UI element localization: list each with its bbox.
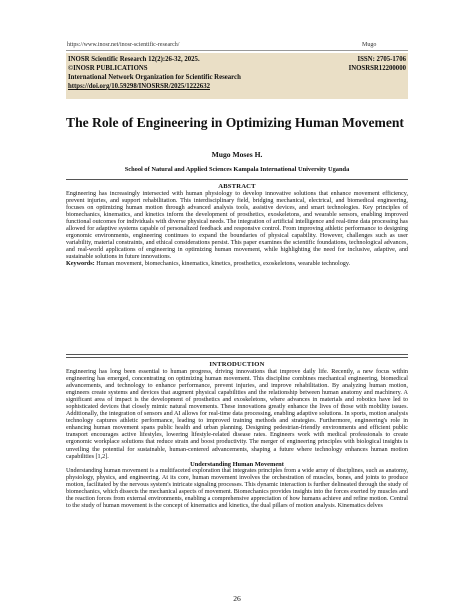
subsection-text: Understanding human movement is a multifaceted exploration that integrates principles from a wide array of disciplines, such as anatomy, physiology, physics, and engineering. At its core, human movement involves the orchestration of muscles, bones, and joints to produce motion, facilitated by the nervous system's intricate signaling processes. This dynamic interaction is further delineated through the study of biomechanics, which dissects the mechanical aspects of movement. Biomechanics provides insights into the forces exerted by muscles and the reaction forces from external environments, enabling a comprehensive appreciation of how humans achieve and refine motion. Central to the study of human movement is the concept of kinematics and kinetics, the dual pillars of motion analysis. Kinematics delves [66, 468, 408, 510]
publisher: ©INOSR PUBLICATIONS [68, 65, 148, 72]
doi-link[interactable]: https://doi.org/10.59298/INOSRSR/2025/1222632 [68, 83, 210, 90]
issn: ISSN: 2705-1706 [357, 56, 406, 63]
introduction-heading: INTRODUCTION [209, 361, 265, 368]
page-number: 26 [233, 594, 241, 603]
author-name: Mugo Moses H. [211, 150, 263, 159]
header-url[interactable]: https://www.inosr.net/inosr-scientific-research/ [67, 42, 180, 48]
abstract-text: Engineering has increasingly intersected with human physiology to develop innovative solutions that enhance movement efficiency, prevent injuries, and support rehabilitation. This interdisciplinary field, bridging mechanical, electrical, and biomedical engineering, focuses on optimizing human motion through advanced analysis tools, assistive devices, and smart technologies. Key principles of biomechanics, kinematics, and kinetics inform the development of prosthetics, exoskeletons, and wearable sensors, enabling improved functional outcomes for individuals with diverse physical needs. The integration of artificial intelligence and real-time data processing has allowed for adaptive systems capable of personalized feedback and responsive control. From improving athletic performance to designing ergonomic environments, engineering continues to expand the boundaries of physical capability. However, challenges such as user variability, material constraints, and ethical considerations persist. This paper examines the scientific foundations, technological advances, and real-world applications of engineering in optimizing human movement, while highlighting the need for inclusive, adaptive, and sustainable solutions in future innovations. [66, 191, 408, 261]
affiliation: School of Natural and Applied Sciences Kampala International University Uganda [124, 166, 350, 173]
subsection-heading: Understanding Human Movement [190, 460, 284, 468]
article-code: INOSRSR12200000 [348, 65, 406, 72]
journal-citation: INOSR Scientific Research 12(2):26-32, 2025. [68, 56, 200, 63]
paper-title: The Role of Engineering in Optimizing Human Movement [66, 115, 404, 130]
introduction-text: Engineering has long been essential to human progress, driving innovations that improve daily life. Recently, a new focus within engineering has emerged, concentrating on optimizing human movement. This discipline combines mechanical engineering, biomedical advancements, and technology to enhance performance, prevent injuries, and improve rehabilitation. By analyzing human motion, engineers create systems and devices that augment physical capabilities and the relationship between human anatomy and machinery. A significant area of impact is the development of prosthetics and exoskeletons, where advances in materials and robotics have led to sophisticated devices that closely mimic natural movements. These innovations greatly enhance the lives of those with mobility issues. Additionally, the integration of sensors and AI allows for real-time data processing, enabling adaptive solutions. In sports, motion analysis technology captures athletic performance, leading to improved training methods and strategies. Furthermore, engineering's role in enhancing human movement spans public health and urban planning. Designing pedestrian-friendly environments and efficient public transport encourages active lifestyles, lowering lifestyle-related disease rates. Engineers work with medical professionals to create ergonomic workplace solutions that reduce strain and boost productivity. The merger of engineering principles with biological insights is unveiling the potential for sustainable, human-centered advancements, shaping a future where technology enhances human motion capabilities [1,2]. [66, 369, 408, 460]
keywords-list: Human movement, biomechanics, kinematics, kinetics, prosthetics, exoskeletons, wearable technology. [96, 261, 351, 268]
introduction-section [66, 357, 408, 592]
abstract-heading: ABSTRACT [218, 183, 256, 190]
keywords-label: Keywords: [66, 261, 95, 268]
keywords [66, 261, 408, 268]
journal-banner [66, 53, 408, 99]
abstract-section [66, 179, 408, 355]
header-rule [66, 50, 408, 51]
organization: International Network Organization for Scientific Research [68, 74, 241, 81]
running-author: Mugo [362, 42, 377, 48]
